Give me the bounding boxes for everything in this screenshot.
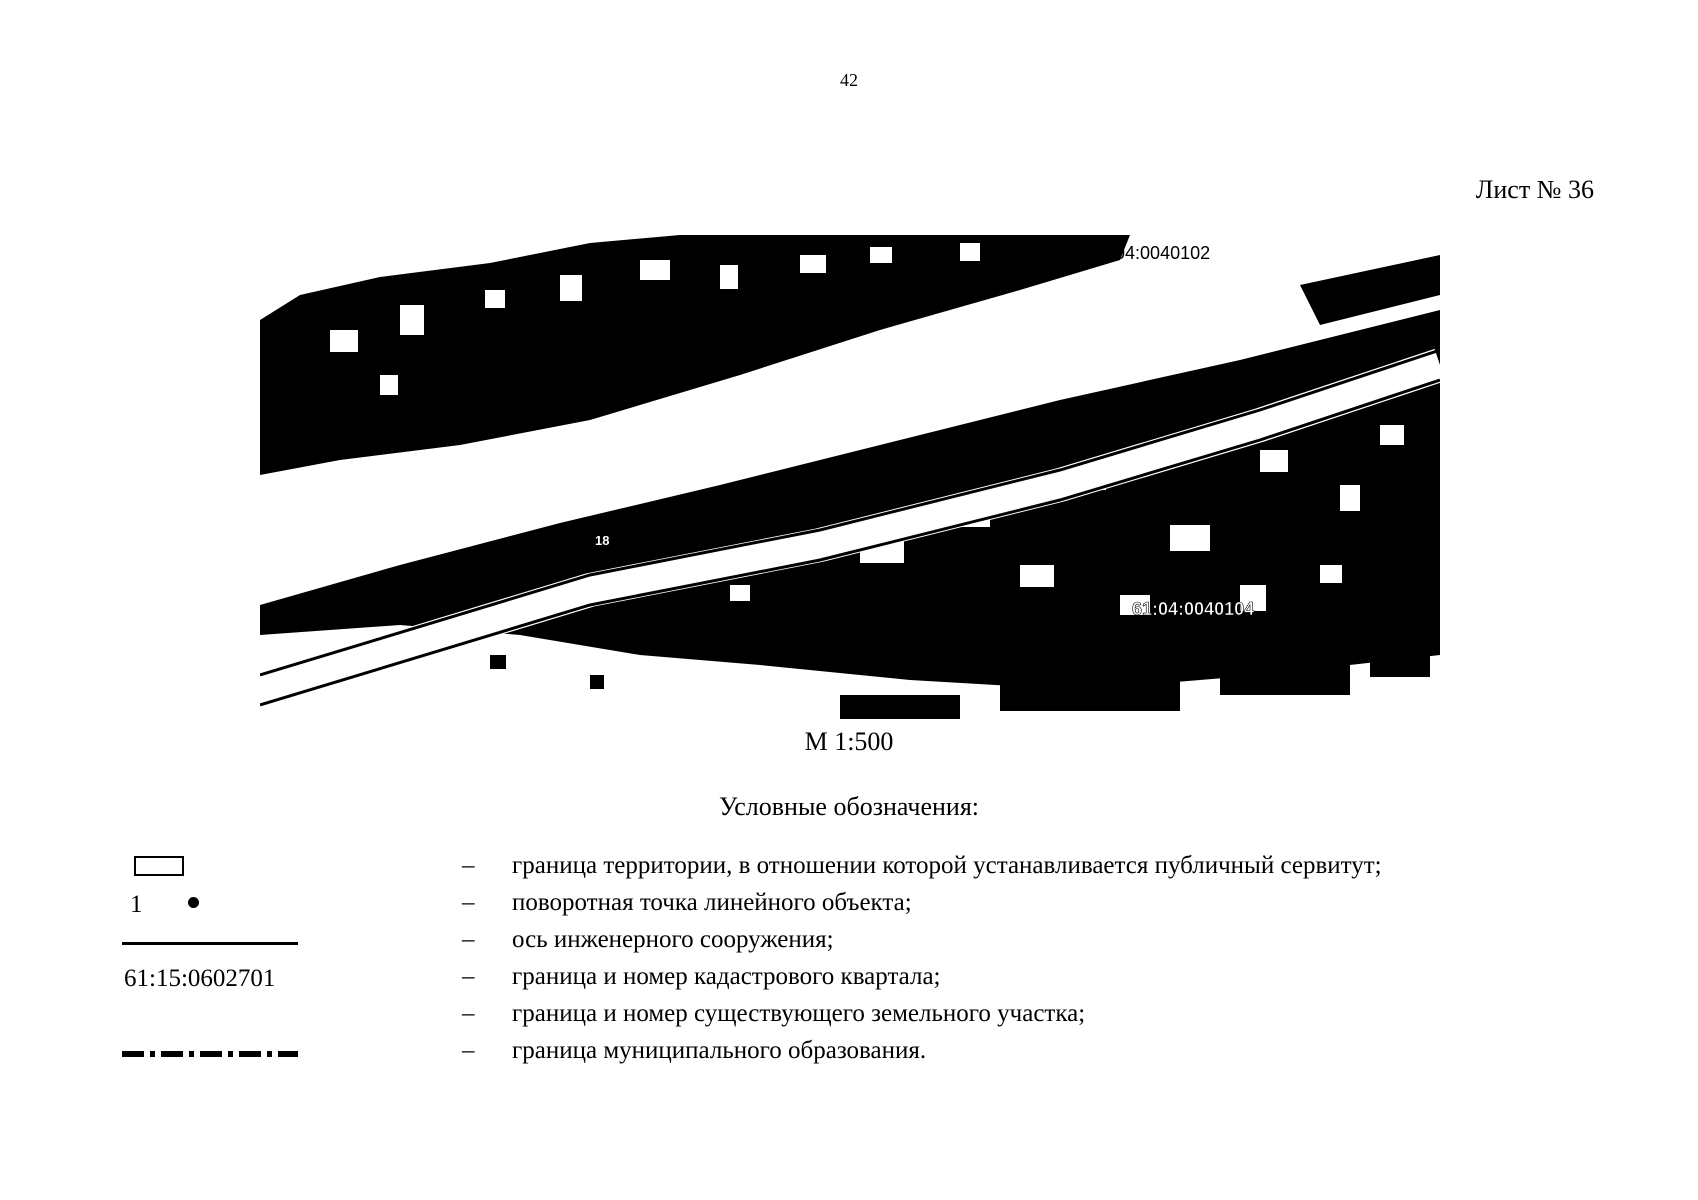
legend-symbol-dashdot — [122, 1037, 302, 1074]
map-quarter-label-bottom: 61:04:0040104 — [1132, 599, 1255, 619]
rectangle-outline-icon — [134, 856, 184, 876]
legend-text: граница и номер существующего земельного участка; — [512, 1000, 1086, 1027]
legend — [122, 852, 1572, 1074]
legend-symbol-empty — [122, 1000, 302, 1037]
legend-dash: – — [462, 963, 475, 990]
legend-item-servitude-boundary — [122, 852, 1572, 889]
dash-dot-line-icon — [122, 1051, 298, 1057]
map-scale: М 1:500 — [804, 727, 894, 756]
map-image — [260, 235, 1440, 725]
cadastral-number-sample: 61:15:0602701 — [124, 965, 276, 992]
legend-item-land-plot — [122, 1000, 1572, 1037]
solid-line-icon — [122, 942, 298, 945]
legend-item-turning-point — [122, 889, 1572, 926]
legend-text: граница и номер кадастрового квартала; — [512, 963, 941, 990]
legend-item-structure-axis — [122, 926, 1572, 963]
sheet-label: Лист № 36 — [1475, 175, 1594, 204]
map-drawing — [260, 235, 1440, 725]
legend-dash: – — [462, 926, 475, 953]
legend-text: граница муниципального образования. — [512, 1037, 927, 1064]
legend-text: поворотная точка линейного объекта; — [512, 889, 912, 916]
legend-dash: – — [462, 852, 475, 879]
legend-dash: – — [462, 1000, 475, 1027]
legend-dash: – — [462, 1037, 475, 1064]
legend-text: граница территории, в отношении которой устанавливается публичный сервитут; — [512, 852, 1382, 879]
legend-symbol-rectangle — [122, 852, 302, 889]
legend-item-municipal-boundary — [122, 1037, 1572, 1074]
legend-item-cadastral-quarter — [122, 963, 1572, 1000]
point-dot-icon — [188, 897, 199, 908]
legend-symbol-cadastral — [122, 963, 302, 1000]
turning-point-number: 1 — [130, 891, 143, 918]
legend-dash: – — [462, 889, 475, 916]
legend-symbol-line — [122, 926, 302, 963]
legend-text: ось инженерного сооружения; — [512, 926, 834, 953]
legend-title: Условные обозначения: — [718, 792, 980, 821]
legend-symbol-point — [122, 889, 302, 926]
page-number: 42 — [840, 70, 858, 90]
map-point-label: 18 — [595, 533, 610, 548]
map-quarter-label-top: 61:04:0040102 — [1090, 243, 1211, 263]
